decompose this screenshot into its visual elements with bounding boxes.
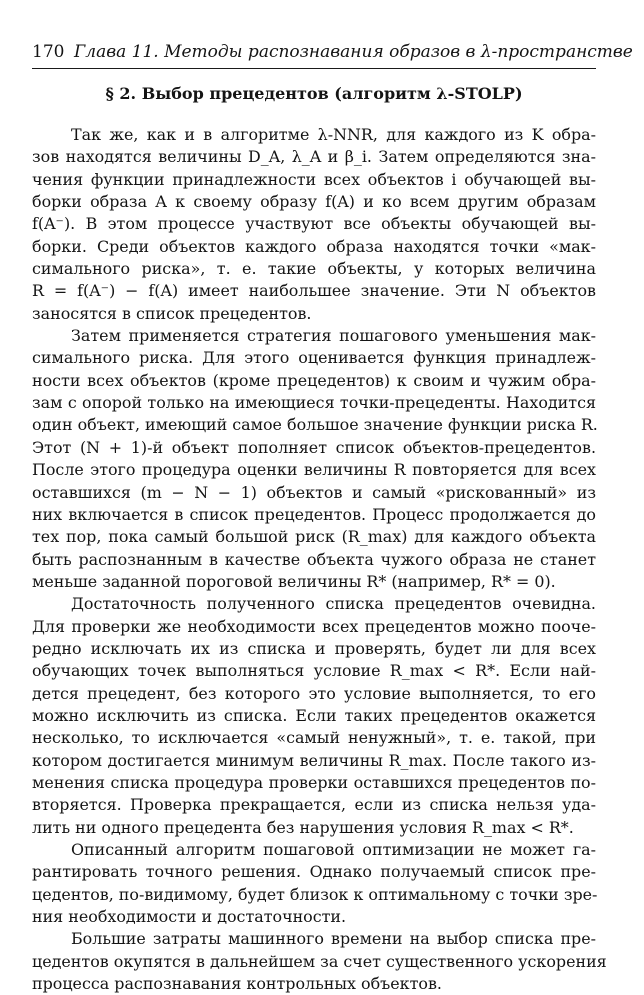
body-text <box>32 124 607 995</box>
paragraph-3-line-10: вторяется. Проверка прекращается, если из списка нельзя уда- <box>32 795 596 815</box>
paragraph-3-line-7: несколько, то исключается «самый ненужный», т. е. такой, при <box>32 728 596 748</box>
paragraph-4-line-1: Описанный алгоритм пошаговой оптимизации не может га- <box>71 840 596 859</box>
paragraph-2-line-8: оставшихся (m − N − 1) объектов и самый «рискованный» из <box>32 482 596 502</box>
paragraph-2-line-4: зам с опорой только на имеющиеся точки-прецеденты. Находится <box>32 393 596 413</box>
paragraph-5-line-2: цедентов окупятся в дальнейшем за счет существенного ускорения <box>32 951 607 971</box>
paragraph-5-line-3: процесса распознавания контрольных объектов. <box>32 974 442 994</box>
paragraph-2-line-10: тех пор, пока самый большой риск (R_max) для каждого объекта <box>32 527 596 547</box>
paragraph-2-line-1: Затем применяется стратегия пошагового уменьшения мак- <box>71 326 596 346</box>
paragraph-3-line-1: Достаточность полученного списка прецедентов очевидна. <box>71 594 596 614</box>
paragraph-1-line-4: борки образа A к своему образу f(A) и ко всем другим образам <box>32 192 596 212</box>
paragraph-4-line-2: рантировать точного решения. Однако получаемый список пре- <box>32 862 596 882</box>
paragraph-2-line-11: быть распознанным в качестве объекта чужого образа не станет <box>32 549 596 569</box>
paragraph-3-line-2: Для проверки же необходимости всех прецедентов можно пооче- <box>32 616 596 636</box>
paragraph-1-line-1: Так же, как и в алгоритме λ-NNR, для каждого из K обра- <box>71 125 596 144</box>
paragraph-3-line-9: менения списка процедура проверки оставшихся прецедентов по- <box>32 772 596 792</box>
paragraph-3-line-8: котором достигается минимум величины R_max. После такого из- <box>32 750 596 770</box>
paragraph-3-line-6: можно исключить из списка. Если таких прецедентов окажется <box>32 705 596 725</box>
page-number: 170 <box>32 42 65 62</box>
paragraph-2-line-12: меньше заданной пороговой величины R* (например, R* = 0). <box>32 571 556 591</box>
paragraph-2-line-2: симального риска. Для этого оценивается функция принадлеж- <box>32 348 596 368</box>
paragraph-1-line-3: чения функции принадлежности всех объектов i обучающей вы- <box>32 169 596 189</box>
running-header <box>32 40 633 69</box>
paragraph-3-line-5: дется прецедент, без которого это условие выполняется, то его <box>32 683 596 703</box>
paragraph-1-line-2: зов находятся величины D_A, λ_A и β_i. Затем определяются зна- <box>32 147 596 167</box>
paragraph-1-line-8: R = f(A⁻) − f(A) имеет наибольшее значение. Эти N объектов <box>32 281 596 301</box>
paragraph-2-line-9: них включается в список прецедентов. Процесс продолжается до <box>32 504 596 524</box>
paragraph-1-line-9: заносятся в список прецедентов. <box>32 303 312 323</box>
paragraph-2-line-7: После этого процедура оценки величины R повторяется для всех <box>32 460 596 480</box>
paragraph-3-line-4: обучающих точек выполняться условие R_max < R*. Если най- <box>32 661 596 681</box>
paragraph-1-line-7: симального риска», т. е. такие объекты, у которых величина <box>32 259 596 279</box>
paragraph-4-line-3: цедентов, по-видимому, будет близок к оптимальному с точки зре- <box>32 884 598 904</box>
section-title: § 2. Выбор прецедентов (алгоритм λ-STOLP) <box>105 84 523 103</box>
paragraph-2-line-6: Этот (N + 1)-й объект пополняет список объектов-прецедентов. <box>32 437 596 457</box>
paragraph-1-line-6: борки. Среди объектов каждого образа находятся точки «мак- <box>32 236 596 256</box>
paragraph-4-line-4: ния необходимости и достаточности. <box>32 907 347 927</box>
paragraph-3-line-11: лить ни одного прецедента без нарушения условия R_max < R*. <box>32 817 574 837</box>
running-title: Глава 11. Методы распознавания образов в λ-пространстве <box>74 42 633 62</box>
paragraph-2-line-5: один объект, имеющий самое большое значение функции риска R. <box>32 415 598 435</box>
paragraph-2-line-3: ности всех объектов (кроме прецедентов) к своим и чужим обра- <box>32 370 596 390</box>
paragraph-1-line-5: f(A⁻). В этом процессе участвуют все объекты обучающей вы- <box>32 214 596 234</box>
paragraph-5-line-1: Большие затраты машинного времени на выбор списка пре- <box>71 929 596 949</box>
paragraph-3-line-3: редно исключать их из списка и проверять, будет ли для всех <box>32 638 596 658</box>
